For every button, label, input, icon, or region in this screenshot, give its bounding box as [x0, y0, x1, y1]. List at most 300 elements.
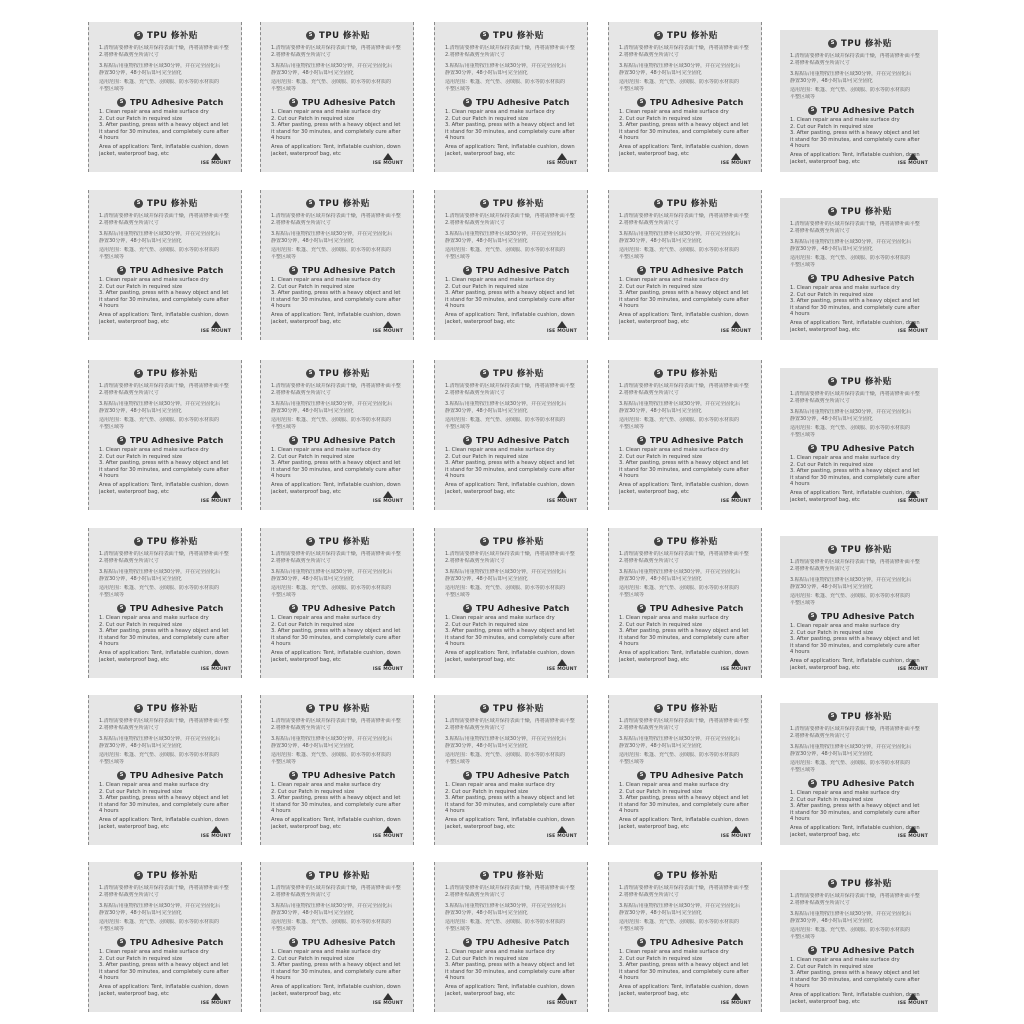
- brand-mark: [721, 321, 751, 334]
- cn-instructions: [271, 885, 405, 933]
- brand-mark: [898, 321, 928, 334]
- cn-instructions: [271, 551, 405, 599]
- cn-instruction-line: 1.清理需要修补的区域并保持表面干燥，再将需修补面平整: [445, 383, 575, 389]
- mountain-logo-icon: [908, 993, 918, 1000]
- en-title-row: [637, 98, 753, 107]
- en-instruction-line: 4 hours: [99, 808, 119, 815]
- en-instruction-line: 2. Cut our Patch in required size: [99, 955, 183, 962]
- cn-title: TPU 修补贴: [667, 31, 718, 41]
- en-instruction-line: 4 hours: [790, 143, 810, 150]
- brand-mark: [201, 826, 231, 839]
- patch-card: [780, 536, 938, 678]
- en-instruction-line: 4 hours: [445, 975, 465, 982]
- en-instruction-line: it stand for 30 minutes, and completely cure after: [445, 466, 575, 473]
- mountain-logo-icon: [383, 826, 393, 833]
- application-area-line: jacket, waterproof bag, etc: [271, 150, 341, 157]
- brand-badge-icon: S: [117, 436, 126, 445]
- en-instruction-line: it stand for 30 minutes, and completely cure after: [445, 968, 575, 975]
- cn-instruction-line: 平整区域等: [445, 592, 471, 598]
- en-instruction-line: 4 hours: [619, 975, 639, 982]
- brand-name: ISE MOUNT: [546, 329, 577, 334]
- brand-badge-icon: S: [808, 106, 817, 115]
- cn-instruction-line: 3.粘贴后用重物按压修补区域30分钟，并在完全固化后: [271, 231, 393, 237]
- en-instruction-line: 1. Clean repair area and make surface dry: [99, 109, 209, 115]
- cn-instructions: [271, 718, 405, 766]
- en-instruction-line: 4 hours: [619, 473, 639, 480]
- en-instruction-line: 1. Clean repair area and make surface dry: [99, 782, 209, 788]
- en-instruction-line: 1. Clean repair area and make surface dry: [619, 782, 729, 788]
- brand-badge-icon: S: [637, 266, 646, 275]
- cn-instruction-line: 1.清理需要修补的区域并保持表面干燥，再将需修补面平整: [790, 726, 920, 732]
- cn-instruction-line: 适用范围：帐篷、充气垫、羽绒服、防水等防水材质的: [790, 255, 911, 261]
- en-instruction-line: 1. Clean repair area and make surface dry: [271, 949, 381, 955]
- cn-title: TPU 修补贴: [319, 31, 370, 41]
- cn-instruction-line: 1.清理需要修补的区域并保持表面干燥，再将需修补面平整: [445, 551, 575, 557]
- patch-card: [88, 528, 242, 678]
- patch-card: [434, 22, 588, 172]
- en-instruction-line: 3. After pasting, press with a heavy object and let: [271, 962, 401, 969]
- en-instruction-line: 4 hours: [790, 649, 810, 656]
- brand-mark: [898, 153, 928, 166]
- brand-mark: [721, 826, 751, 839]
- en-title-row: [463, 266, 579, 275]
- cn-instruction-line: 平整区域等: [271, 759, 297, 765]
- cn-instruction-line: 静置30分钟，48小时后即可完全固化: [271, 238, 354, 244]
- en-title-row: [289, 98, 405, 107]
- brand-name: ISE MOUNT: [546, 834, 577, 839]
- cn-instruction-line: 适用范围：帐篷、充气垫、羽绒服、防水等防水材质的: [99, 417, 220, 423]
- mountain-logo-icon: [557, 321, 567, 328]
- cn-title: TPU 修补贴: [493, 537, 544, 547]
- en-instruction-line: 2. Cut our Patch in required size: [271, 115, 355, 122]
- cn-instruction-line: 适用范围：帐篷、充气垫、羽绒服、防水等防水材质的: [271, 585, 392, 591]
- en-instruction-line: 1. Clean repair area and make surface dry: [271, 277, 381, 283]
- cn-instruction-line: 静置30分钟，48小时后即可完全固化: [790, 416, 873, 422]
- application-area-line: Area of application: Tent, inflatable cushion, down: [790, 151, 920, 158]
- brand-badge-icon: S: [463, 266, 472, 275]
- cn-title: TPU 修补贴: [667, 537, 718, 547]
- application-area-line: jacket, waterproof bag, etc: [790, 326, 860, 333]
- brand-badge-icon: S: [463, 436, 472, 445]
- brand-badge-icon: S: [654, 199, 663, 208]
- cn-instruction-line: 静置30分钟，48小时后即可完全固化: [99, 576, 182, 582]
- cn-instruction-line: 1.清理需要修补的区域并保持表面干燥，再将需修补面平整: [445, 213, 575, 219]
- cn-title-row: [271, 29, 405, 41]
- en-instruction-line: it stand for 30 minutes, and completely cure after: [790, 304, 920, 311]
- cn-instruction-line: 静置30分钟，48小时后即可完全固化: [99, 70, 182, 76]
- application-area-line: jacket, waterproof bag, etc: [790, 998, 860, 1005]
- en-instruction-line: 1. Clean repair area and make surface dry: [271, 109, 381, 115]
- cn-title: TPU 修补贴: [493, 871, 544, 881]
- brand-badge-icon: S: [480, 871, 489, 880]
- cn-instruction-line: 适用范围：帐篷、充气垫、羽绒服、防水等防水材质的: [619, 79, 740, 85]
- cn-instruction-line: 静置30分钟，48小时后即可完全固化: [445, 910, 528, 916]
- brand-mark: [547, 491, 577, 504]
- en-instruction-line: it stand for 30 minutes, and completely cure after: [99, 801, 229, 808]
- cn-instructions: [99, 885, 233, 933]
- cn-instruction-line: 2.将修补贴裁剪至所需尺寸: [445, 725, 505, 731]
- mountain-logo-icon: [731, 993, 741, 1000]
- application-area-line: Area of application: Tent, inflatable cushion, down: [790, 824, 920, 831]
- cn-instruction-line: 平整区域等: [271, 86, 297, 92]
- en-title-row: [289, 266, 405, 275]
- cn-instruction-line: 静置30分钟，48小时后即可完全固化: [271, 576, 354, 582]
- cn-instruction-line: 3.粘贴后用重物按压修补区域30分钟，并在完全固化后: [619, 903, 741, 909]
- en-instruction-line: it stand for 30 minutes, and completely cure after: [99, 466, 229, 473]
- cn-instruction-line: 1.清理需要修补的区域并保持表面干燥，再将需修补面平整: [619, 45, 749, 51]
- cn-title-row: [99, 29, 233, 41]
- cn-instruction-line: 静置30分钟，48小时后即可完全固化: [619, 238, 702, 244]
- application-area-line: jacket, waterproof bag, etc: [445, 318, 515, 325]
- mountain-logo-icon: [731, 659, 741, 666]
- cn-instruction-line: 2.将修补贴裁剪至所需尺寸: [99, 220, 159, 226]
- brand-mark: [898, 659, 928, 672]
- en-instruction-line: 1. Clean repair area and make surface dry: [619, 447, 729, 453]
- en-instruction-line: 3. After pasting, press with a heavy object and let: [445, 628, 575, 635]
- cn-title-row: [271, 197, 405, 209]
- cn-title: TPU 修补贴: [841, 712, 892, 722]
- cn-title: TPU 修补贴: [493, 31, 544, 41]
- cn-instruction-line: 平整区域等: [619, 592, 645, 598]
- en-instructions: [619, 277, 753, 310]
- cn-instruction-line: 2.将修补贴裁剪至所需尺寸: [790, 566, 850, 572]
- cn-instruction-line: 平整区域等: [790, 934, 816, 940]
- patch-card: [434, 190, 588, 340]
- en-instruction-line: 3. After pasting, press with a heavy object and let: [445, 290, 575, 297]
- brand-mark: [201, 321, 231, 334]
- brand-mark: [547, 826, 577, 839]
- cn-instructions: [619, 45, 753, 93]
- brand-mark: [721, 659, 751, 672]
- application-area-line: Area of application: Tent, inflatable cushion, down: [99, 481, 229, 488]
- cn-instruction-line: 静置30分钟，48小时后即可完全固化: [99, 408, 182, 414]
- cn-instruction-line: 静置30分钟，48小时后即可完全固化: [619, 576, 702, 582]
- cn-instruction-line: 平整区域等: [619, 926, 645, 932]
- en-title: TPU Adhesive Patch: [130, 98, 224, 107]
- cn-instruction-line: 3.粘贴后用重物按压修补区域30分钟，并在完全固化后: [99, 903, 221, 909]
- en-instruction-line: 2. Cut our Patch in required size: [790, 629, 874, 636]
- en-instruction-line: 4 hours: [271, 641, 291, 648]
- cn-instruction-line: 适用范围：帐篷、充气垫、羽绒服、防水等防水材质的: [271, 417, 392, 423]
- cn-instruction-line: 1.清理需要修补的区域并保持表面干燥，再将需修补面平整: [619, 383, 749, 389]
- cn-instruction-line: 平整区域等: [445, 926, 471, 932]
- cn-instruction-line: 适用范围：帐篷、充气垫、羽绒服、防水等防水材质的: [99, 79, 220, 85]
- en-instruction-line: 3. After pasting, press with a heavy object and let: [99, 795, 229, 802]
- application-area-line: jacket, waterproof bag, etc: [271, 823, 341, 830]
- en-instruction-line: 1. Clean repair area and make surface dry: [790, 623, 900, 629]
- cn-instruction-line: 适用范围：帐篷、充气垫、羽绒服、防水等防水材质的: [99, 919, 220, 925]
- cn-instruction-line: 适用范围：帐篷、充气垫、羽绒服、防水等防水材质的: [271, 752, 392, 758]
- mountain-logo-icon: [908, 826, 918, 833]
- brand-badge-icon: S: [828, 545, 837, 554]
- brand-badge-icon: S: [654, 31, 663, 40]
- en-instruction-line: 3. After pasting, press with a heavy object and let: [790, 803, 920, 810]
- en-instruction-line: 4 hours: [445, 135, 465, 142]
- en-instruction-line: 3. After pasting, press with a heavy object and let: [271, 628, 401, 635]
- cn-instruction-line: 平整区域等: [445, 424, 471, 430]
- en-instructions: [619, 447, 753, 480]
- application-area-line: jacket, waterproof bag, etc: [445, 488, 515, 495]
- cn-instruction-line: 平整区域等: [99, 254, 125, 260]
- cn-instruction-line: 静置30分钟，48小时后即可完全固化: [619, 910, 702, 916]
- en-instruction-line: 4 hours: [790, 481, 810, 488]
- cn-instruction-line: 适用范围：帐篷、充气垫、羽绒服、防水等防水材质的: [445, 247, 566, 253]
- en-instructions: [445, 109, 579, 142]
- brand-name: ISE MOUNT: [546, 667, 577, 672]
- en-title-row: [117, 938, 233, 947]
- application-area-line: jacket, waterproof bag, etc: [99, 656, 169, 663]
- en-instruction-line: it stand for 30 minutes, and completely cure after: [271, 296, 401, 303]
- cn-instruction-line: 平整区域等: [99, 424, 125, 430]
- brand-mark: [373, 491, 403, 504]
- cn-instruction-line: 2.将修补贴裁剪至所需尺寸: [619, 892, 679, 898]
- en-instruction-line: 1. Clean repair area and make surface dry: [445, 277, 555, 283]
- en-instruction-line: 2. Cut our Patch in required size: [271, 283, 355, 290]
- brand-name: ISE MOUNT: [200, 667, 231, 672]
- patch-card: [780, 870, 938, 1012]
- en-title: TPU Adhesive Patch: [130, 266, 224, 275]
- cn-instruction-line: 1.清理需要修补的区域并保持表面干燥，再将需修补面平整: [790, 221, 920, 227]
- cn-instruction-line: 3.粘贴后用重物按压修补区域30分钟，并在完全固化后: [619, 231, 741, 237]
- cn-instruction-line: 适用范围：帐篷、充气垫、羽绒服、防水等防水材质的: [790, 593, 911, 599]
- cn-title: TPU 修补贴: [147, 369, 198, 379]
- cn-instructions: [445, 213, 579, 261]
- mountain-logo-icon: [557, 491, 567, 498]
- cn-instruction-line: 3.粘贴后用重物按压修补区域30分钟，并在完全固化后: [271, 736, 393, 742]
- cn-instruction-line: 3.粘贴后用重物按压修补区域30分钟，并在完全固化后: [99, 231, 221, 237]
- brand-badge-icon: S: [463, 98, 472, 107]
- cn-title-row: [619, 367, 753, 379]
- application-area-line: jacket, waterproof bag, etc: [99, 488, 169, 495]
- en-title-row: [117, 266, 233, 275]
- cn-instruction-line: 2.将修补贴裁剪至所需尺寸: [271, 220, 331, 226]
- en-title: TPU Adhesive Patch: [821, 106, 915, 115]
- cn-instruction-line: 适用范围：帐篷、充气垫、羽绒服、防水等防水材质的: [790, 87, 911, 93]
- cn-instruction-line: 适用范围：帐篷、充气垫、羽绒服、防水等防水材质的: [790, 760, 911, 766]
- brand-name: ISE MOUNT: [720, 329, 751, 334]
- brand-badge-icon: S: [480, 369, 489, 378]
- en-instruction-line: 2. Cut our Patch in required size: [619, 453, 703, 460]
- en-instructions: [445, 782, 579, 815]
- brand-mark: [373, 993, 403, 1006]
- en-title: TPU Adhesive Patch: [302, 436, 396, 445]
- cn-instruction-line: 适用范围：帐篷、充气垫、羽绒服、防水等防水材质的: [619, 585, 740, 591]
- en-instruction-line: 2. Cut our Patch in required size: [445, 453, 529, 460]
- cn-instruction-line: 1.清理需要修补的区域并保持表面干燥，再将需修补面平整: [271, 213, 401, 219]
- cn-title: TPU 修补贴: [147, 871, 198, 881]
- patch-card: [88, 190, 242, 340]
- mountain-logo-icon: [908, 659, 918, 666]
- brand-name: ISE MOUNT: [897, 329, 928, 334]
- brand-mark: [898, 491, 928, 504]
- en-instruction-line: 2. Cut our Patch in required size: [99, 453, 183, 460]
- cn-instruction-line: 静置30分钟，48小时后即可完全固化: [271, 743, 354, 749]
- cn-title: TPU 修补贴: [841, 879, 892, 889]
- cn-instructions: [619, 383, 753, 431]
- en-instruction-line: 4 hours: [271, 473, 291, 480]
- en-instruction-line: 1. Clean repair area and make surface dry: [445, 447, 555, 453]
- cn-title-row: [445, 367, 579, 379]
- cn-instruction-line: 2.将修补贴裁剪至所需尺寸: [790, 733, 850, 739]
- en-instruction-line: 2. Cut our Patch in required size: [619, 283, 703, 290]
- cn-instruction-line: 1.清理需要修补的区域并保持表面干燥，再将需修补面平整: [790, 559, 920, 565]
- brand-mark: [547, 659, 577, 672]
- en-title: TPU Adhesive Patch: [302, 266, 396, 275]
- brand-badge-icon: S: [637, 604, 646, 613]
- application-area-line: jacket, waterproof bag, etc: [619, 823, 689, 830]
- cn-instructions: [99, 45, 233, 93]
- en-instructions: [619, 949, 753, 982]
- cn-instructions: [99, 551, 233, 599]
- brand-badge-icon: S: [463, 938, 472, 947]
- application-area-line: Area of application: Tent, inflatable cushion, down: [790, 489, 920, 496]
- brand-mark: [201, 659, 231, 672]
- cn-instruction-line: 静置30分钟，48小时后即可完全固化: [619, 70, 702, 76]
- en-instruction-line: 3. After pasting, press with a heavy object and let: [271, 290, 401, 297]
- en-instruction-line: 3. After pasting, press with a heavy object and let: [271, 122, 401, 129]
- cn-instruction-line: 平整区域等: [619, 759, 645, 765]
- en-title-row: [637, 604, 753, 613]
- brand-name: ISE MOUNT: [372, 667, 403, 672]
- en-title: TPU Adhesive Patch: [476, 98, 570, 107]
- application-area-line: Area of application: Tent, inflatable cushion, down: [445, 481, 575, 488]
- cn-instruction-line: 1.清理需要修补的区域并保持表面干燥，再将需修补面平整: [445, 45, 575, 51]
- application-area-line: jacket, waterproof bag, etc: [619, 150, 689, 157]
- patch-card: [260, 862, 414, 1012]
- en-instruction-line: it stand for 30 minutes, and completely cure after: [99, 296, 229, 303]
- brand-badge-icon: S: [828, 207, 837, 216]
- en-instruction-line: 2. Cut our Patch in required size: [271, 788, 355, 795]
- cn-instruction-line: 3.粘贴后用重物按压修补区域30分钟，并在完全固化后: [790, 577, 912, 583]
- en-instructions: [271, 782, 405, 815]
- cn-title: TPU 修补贴: [319, 537, 370, 547]
- cn-instruction-line: 2.将修补贴裁剪至所需尺寸: [790, 900, 850, 906]
- en-instruction-line: 3. After pasting, press with a heavy object and let: [790, 970, 920, 977]
- cn-instruction-line: 1.清理需要修补的区域并保持表面干燥，再将需修补面平整: [619, 551, 749, 557]
- cn-instruction-line: 2.将修补贴裁剪至所需尺寸: [619, 390, 679, 396]
- mountain-logo-icon: [908, 153, 918, 160]
- mountain-logo-icon: [211, 826, 221, 833]
- en-title-row: [637, 771, 753, 780]
- cn-instruction-line: 3.粘贴后用重物按压修补区域30分钟，并在完全固化后: [99, 736, 221, 742]
- brand-badge-icon: S: [828, 39, 837, 48]
- patch-card: [260, 360, 414, 510]
- en-title: TPU Adhesive Patch: [476, 938, 570, 947]
- en-instruction-line: 1. Clean repair area and make surface dry: [445, 615, 555, 621]
- cn-instruction-line: 1.清理需要修补的区域并保持表面干燥，再将需修补面平整: [790, 391, 920, 397]
- cn-instruction-line: 3.粘贴后用重物按压修补区域30分钟，并在完全固化后: [445, 63, 567, 69]
- en-instruction-line: 3. After pasting, press with a heavy object and let: [445, 122, 575, 129]
- brand-badge-icon: S: [480, 199, 489, 208]
- application-area-line: Area of application: Tent, inflatable cushion, down: [790, 657, 920, 664]
- en-instruction-line: 1. Clean repair area and make surface dry: [619, 615, 729, 621]
- cn-instruction-line: 适用范围：帐篷、充气垫、羽绒服、防水等防水材质的: [445, 585, 566, 591]
- en-title-row: [808, 779, 930, 788]
- cn-title: TPU 修补贴: [147, 31, 198, 41]
- application-area-line: jacket, waterproof bag, etc: [99, 823, 169, 830]
- cn-instruction-line: 平整区域等: [271, 926, 297, 932]
- en-instruction-line: 2. Cut our Patch in required size: [99, 621, 183, 628]
- cn-instruction-line: 1.清理需要修补的区域并保持表面干燥，再将需修补面平整: [619, 718, 749, 724]
- cn-instruction-line: 平整区域等: [619, 254, 645, 260]
- en-instruction-line: 1. Clean repair area and make surface dry: [445, 782, 555, 788]
- cn-title: TPU 修补贴: [667, 369, 718, 379]
- brand-badge-icon: S: [463, 771, 472, 780]
- en-title-row: [637, 266, 753, 275]
- en-instruction-line: 4 hours: [99, 135, 119, 142]
- cn-instruction-line: 1.清理需要修补的区域并保持表面干燥，再将需修补面平整: [99, 718, 229, 724]
- cn-instruction-line: 平整区域等: [99, 86, 125, 92]
- en-title: TPU Adhesive Patch: [476, 604, 570, 613]
- brand-mark: [721, 993, 751, 1006]
- en-instruction-line: 3. After pasting, press with a heavy object and let: [619, 122, 749, 129]
- application-area-line: jacket, waterproof bag, etc: [271, 990, 341, 997]
- en-instruction-line: 3. After pasting, press with a heavy object and let: [619, 460, 749, 467]
- en-instruction-line: it stand for 30 minutes, and completely cure after: [99, 968, 229, 975]
- cn-instructions: [271, 45, 405, 93]
- cn-instruction-line: 适用范围：帐篷、充气垫、羽绒服、防水等防水材质的: [619, 919, 740, 925]
- en-instruction-line: 4 hours: [445, 808, 465, 815]
- brand-name: ISE MOUNT: [720, 499, 751, 504]
- cn-instruction-line: 静置30分钟，48小时后即可完全固化: [99, 743, 182, 749]
- en-title: TPU Adhesive Patch: [130, 938, 224, 947]
- cn-instruction-line: 1.清理需要修补的区域并保持表面干燥，再将需修补面平整: [271, 885, 401, 891]
- cn-instruction-line: 适用范围：帐篷、充气垫、羽绒服、防水等防水材质的: [619, 752, 740, 758]
- brand-mark: [547, 321, 577, 334]
- cn-instruction-line: 2.将修补贴裁剪至所需尺寸: [99, 892, 159, 898]
- en-instruction-line: 1. Clean repair area and make surface dry: [619, 949, 729, 955]
- en-instruction-line: 4 hours: [271, 975, 291, 982]
- en-title-row: [463, 938, 579, 947]
- en-instruction-line: 3. After pasting, press with a heavy object and let: [619, 290, 749, 297]
- patch-card: [780, 703, 938, 845]
- cn-instruction-line: 2.将修补贴裁剪至所需尺寸: [271, 558, 331, 564]
- mountain-logo-icon: [557, 826, 567, 833]
- brand-badge-icon: S: [134, 537, 143, 546]
- en-instruction-line: 1. Clean repair area and make surface dry: [790, 285, 900, 291]
- en-instruction-line: 4 hours: [790, 816, 810, 823]
- en-instruction-line: 3. After pasting, press with a heavy object and let: [99, 290, 229, 297]
- en-title-row: [463, 436, 579, 445]
- en-title: TPU Adhesive Patch: [302, 938, 396, 947]
- brand-mark: [201, 153, 231, 166]
- cn-instruction-line: 1.清理需要修补的区域并保持表面干燥，再将需修补面平整: [99, 45, 229, 51]
- brand-badge-icon: S: [306, 369, 315, 378]
- en-instruction-line: 1. Clean repair area and make surface dry: [271, 782, 381, 788]
- cn-instruction-line: 平整区域等: [790, 432, 816, 438]
- brand-name: ISE MOUNT: [200, 329, 231, 334]
- cn-instruction-line: 平整区域等: [271, 254, 297, 260]
- en-instructions: [790, 117, 930, 150]
- mountain-logo-icon: [211, 153, 221, 160]
- patch-card: [780, 30, 938, 172]
- en-title-row: [808, 946, 930, 955]
- cn-title-row: [271, 869, 405, 881]
- en-instruction-line: 3. After pasting, press with a heavy object and let: [445, 962, 575, 969]
- patch-card: [434, 862, 588, 1012]
- en-instruction-line: 1. Clean repair area and make surface dry: [619, 109, 729, 115]
- cn-instructions: [99, 213, 233, 261]
- en-instruction-line: 1. Clean repair area and make surface dry: [271, 447, 381, 453]
- application-area-line: Area of application: Tent, inflatable cushion, down: [445, 649, 575, 656]
- cn-instruction-line: 3.粘贴后用重物按压修补区域30分钟，并在完全固化后: [619, 63, 741, 69]
- application-area-line: Area of application: Tent, inflatable cushion, down: [99, 143, 229, 150]
- brand-badge-icon: S: [117, 938, 126, 947]
- cn-title: TPU 修补贴: [147, 537, 198, 547]
- cn-instruction-line: 2.将修补贴裁剪至所需尺寸: [99, 558, 159, 564]
- mountain-logo-icon: [211, 993, 221, 1000]
- cn-title-row: [99, 869, 233, 881]
